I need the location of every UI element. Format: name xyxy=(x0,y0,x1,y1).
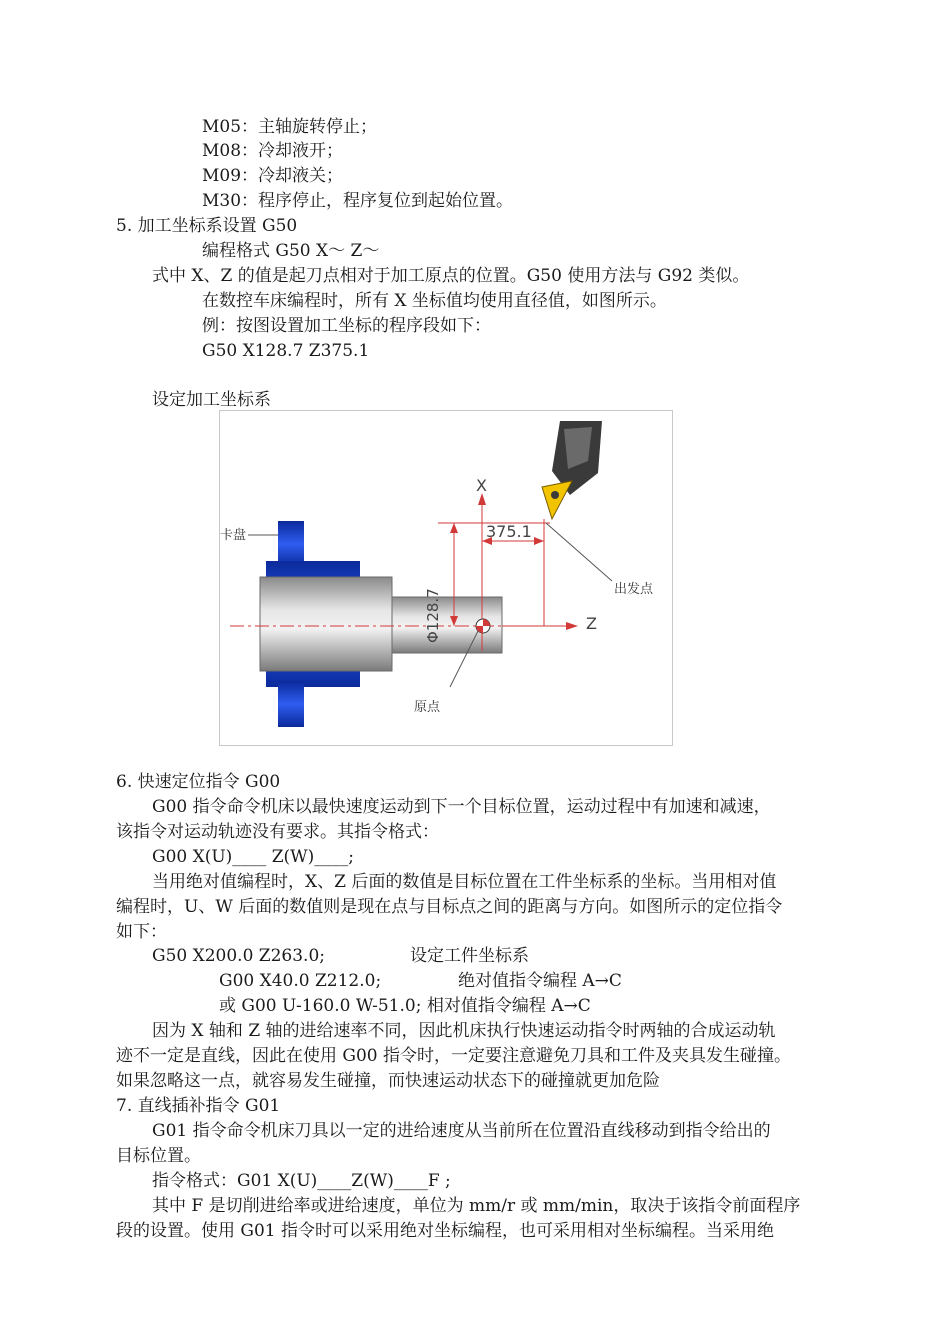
section-5-paragraph-3: 例：按图设置加工坐标的程序段如下： xyxy=(202,316,491,336)
chuck-jaw-top xyxy=(278,521,304,567)
example-3: 或 G00 U-160.0 W-51.0; 相对值指令编程 A→C xyxy=(219,996,591,1016)
origin-label: 原点 xyxy=(414,700,441,715)
chuck-jaw-bottom xyxy=(278,681,304,727)
start-point-label: 出发点 xyxy=(614,582,654,597)
section-6-paragraph-1a: G00 指令命令机床以最快速度运动到下一个目标位置，运动过程中有加速和减速， xyxy=(152,797,771,817)
dimension-z-label: 375.1 xyxy=(486,522,532,541)
section-6-paragraph-3b: 迹不一定是直线，因此在使用 G00 指令时，一定要注意避免刀具和工件及夹具发生碰撞。 xyxy=(116,1046,792,1066)
example-2-code: G00 X40.0 Z212.0; xyxy=(219,971,382,991)
tool-insert xyxy=(542,481,572,519)
x-axis-label: X xyxy=(476,476,487,495)
section-7-paragraph-2a: 其中 F 是切削进给率或进给速度，单位为 mm/r 或 mm/min，取决于该指令前面程序 xyxy=(152,1196,801,1216)
dimension-x-label: Φ128.7 xyxy=(424,588,442,643)
m30-line: M30：程序停止，程序复位到起始位置。 xyxy=(202,191,514,211)
example-1-code: G50 X200.0 Z263.0; xyxy=(152,946,325,966)
section-5-format: 编程格式 G50 X～ Z～ xyxy=(202,241,380,261)
section-7-paragraph-1b: 目标位置。 xyxy=(116,1146,201,1166)
figure-caption: 设定加工坐标系 xyxy=(152,390,271,410)
section-6-paragraph-2b: 编程时，U、W 后面的数值则是现在点与目标点之间的距离与方向。如图所示的定位指令 xyxy=(116,897,783,917)
section-6-paragraph-1b: 该指令对运动轨迹没有要求。其指令格式： xyxy=(116,822,439,842)
m09-line: M09：冷却液关； xyxy=(202,166,344,186)
section-6-format: G00 X(U)____ Z(W)____; xyxy=(152,847,354,867)
z-axis-label: Z xyxy=(586,614,597,633)
section-5-paragraph-2: 在数控车床编程时，所有 X 坐标值均使用直径值，如图所示。 xyxy=(202,291,667,311)
section-5-code: G50 X128.7 Z375.1 xyxy=(202,341,370,361)
section-6-paragraph-2c: 如下： xyxy=(116,922,167,942)
coordinate-system-figure xyxy=(219,410,673,746)
section-7-title: 7. 直线插补指令 G01 xyxy=(116,1096,281,1116)
section-7-paragraph-2b: 段的设置。使用 G01 指令时可以采用绝对坐标编程，也可采用相对坐标编程。当采用绝 xyxy=(116,1221,775,1241)
example-1-note: 设定工件坐标系 xyxy=(410,946,529,966)
section-7-paragraph-1a: G01 指令命令机床刀具以一定的进给速度从当前所在位置沿直线移动到指令给出的 xyxy=(152,1121,771,1141)
m05-line: M05：主轴旋转停止； xyxy=(202,117,378,137)
section-5-paragraph-1: 式中 X、Z 的值是起刀点相对于加工原点的位置。G50 使用方法与 G92 类似。 xyxy=(152,266,750,286)
section-6-title: 6. 快速定位指令 G00 xyxy=(116,772,281,792)
section-6-paragraph-3a: 因为 X 轴和 Z 轴的进给速率不同，因此机床执行快速运动指令时两轴的合成运动轨 xyxy=(152,1021,776,1041)
section-6-paragraph-2a: 当用绝对值编程时，X、Z 后面的数值是目标位置在工件坐标系的坐标。当用相对值 xyxy=(152,872,777,892)
m08-line: M08：冷却液开； xyxy=(202,141,344,161)
section-7-format: 指令格式：G01 X(U)____Z(W)____F ; xyxy=(152,1171,451,1191)
workpiece-large-section xyxy=(260,577,392,671)
chuck-label: 卡盘 xyxy=(220,528,247,543)
section-6-paragraph-3c: 如果忽略这一点，就容易发生碰撞，而快速运动状态下的碰撞就更加危险 xyxy=(116,1071,660,1091)
example-2-note: 绝对值指令编程 A→C xyxy=(458,971,622,991)
section-5-title: 5. 加工坐标系设置 G50 xyxy=(116,216,298,236)
